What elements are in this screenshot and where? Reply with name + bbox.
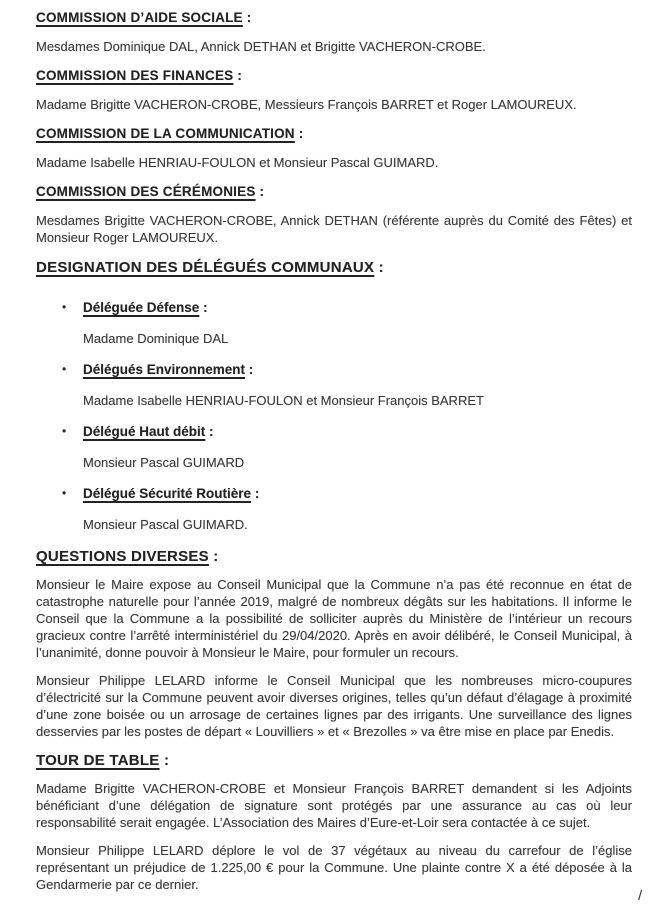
section-commission-communication <box>36 125 632 171</box>
heading-colon: : <box>294 126 304 141</box>
delegate-role <box>83 299 632 316</box>
delegate-person: Monsieur Pascal GUIMARD <box>83 455 245 470</box>
delegates-list <box>36 299 632 533</box>
delegate-role <box>83 361 632 378</box>
heading-colon: : <box>159 752 170 769</box>
section-commission-finances <box>36 67 632 113</box>
delegate-item <box>36 361 632 409</box>
section-tour-de-table <box>36 751 632 893</box>
paragraph: Monsieur Philippe LELARD informe le Conseil Municipal que les nombreuses micro-coupures d’électricité sur la Commune peuvent avoir diverses origines, telles qu’un défaut d’élagage à proximité d’une zone boisée ou un arrosage de certaines lignes par des irrigants. Une surveillance des lignes desservies par les postes de départ « Louvilliers » et « Brezolles » va être mise en place par Enedis. <box>36 673 632 739</box>
heading-colon: : <box>208 548 219 565</box>
heading-colon: : <box>255 184 265 199</box>
designation-heading <box>36 258 632 277</box>
questions-diverses-heading <box>36 547 632 566</box>
tour-de-table-heading <box>36 751 632 770</box>
delegate-role-label: Délégué Sécurité Routière <box>83 486 252 501</box>
section-commission-ceremonies <box>36 183 632 246</box>
bullet-icon: • <box>62 486 67 500</box>
paragraph: Monsieur Philippe LELARD déplore le vol de 37 végétaux au niveau du carrefour de l’église représentant un préjudice de 1.225,00 € pour la Commune. Une plainte contre X a été déposée à la Gendarmerie par ce dernier. <box>36 843 632 892</box>
commission-members: Mesdames Dominique DAL, Annick DETHAN et Brigitte VACHERON-CROBE. <box>36 39 486 54</box>
delegate-item <box>36 423 632 471</box>
heading-colon: : <box>242 10 252 25</box>
commission-members: Mesdames Brigitte VACHERON-CROBE, Annick DETHAN (référente auprès du Comité des Fêtes) et Monsieur Roger LAMOUREUX. <box>36 213 632 245</box>
section-designation-delegues <box>36 258 632 533</box>
delegate-person: Madame Dominique DAL <box>83 331 229 346</box>
delegate-role-label: Délégué Haut débit <box>83 424 206 439</box>
delegate-role <box>83 423 632 440</box>
heading-colon: : <box>199 300 208 315</box>
designation-title: DESIGNATION DES DÉLÉGUÉS COMMUNAUX <box>36 259 375 276</box>
delegate-item <box>36 485 632 533</box>
delegate-role <box>83 485 632 502</box>
bullet-icon: • <box>62 424 67 438</box>
delegate-role-label: Délégués Environnement <box>83 362 246 377</box>
commission-heading <box>36 67 632 84</box>
paragraph: Madame Brigitte VACHERON-CROBE et Monsieur François BARRET demandent si les Adjoints bénéficiant d’une délégation de signature sont protégés par une assurance au cas où leur responsabilité serait engagée. L’Association des Maires d’Eure-et-Loir sera contactée à ce sujet. <box>36 781 632 830</box>
section-questions-diverses <box>36 547 632 740</box>
heading-colon: : <box>245 362 254 377</box>
heading-colon: : <box>251 486 260 501</box>
paragraph: Monsieur le Maire expose au Conseil Municipal que la Commune n’a pas été reconnue en état de catastrophe naturelle pour l’année 2019, malgré de nombreux dégâts sur les habitations. Il informe le Conseil que la Commune a la possibilité de solliciter auprès du Ministère de l’intérieur un recours gracieux contre l’arrêté interministériel du 29/04/2020. Après en avoir délibéré, le Conseil Municipal, à l’unanimité, donne pouvoir à Monsieur le Maire, pour formuler un recours. <box>36 577 632 660</box>
page-continuation-mark: / <box>638 887 642 903</box>
commission-members: Madame Isabelle HENRIAU-FOULON et Monsieur Pascal GUIMARD. <box>36 155 439 170</box>
commission-title: COMMISSION DES CÉRÉMONIES <box>36 184 256 199</box>
delegate-person: Monsieur Pascal GUIMARD. <box>83 517 248 532</box>
commission-title: COMMISSION D’AIDE SOCIALE <box>36 10 243 25</box>
commission-heading <box>36 125 632 142</box>
commission-members: Madame Brigitte VACHERON-CROBE, Messieurs François BARRET et Roger LAMOUREUX. <box>36 97 577 112</box>
heading-colon: : <box>374 259 384 276</box>
bullet-icon: • <box>62 362 67 376</box>
commission-heading <box>36 183 632 200</box>
heading-colon: : <box>233 68 243 83</box>
commission-heading <box>36 9 632 26</box>
delegate-role-label: Déléguée Défense <box>83 300 200 315</box>
bullet-icon: • <box>62 300 67 314</box>
commission-title: COMMISSION DE LA COMMUNICATION <box>36 126 295 141</box>
tour-de-table-title: TOUR DE TABLE <box>36 752 160 769</box>
heading-colon: : <box>205 424 214 439</box>
commission-title: COMMISSION DES FINANCES <box>36 68 234 83</box>
delegate-item <box>36 299 632 347</box>
delegate-person: Madame Isabelle HENRIAU-FOULON et Monsieur François BARRET <box>83 393 484 408</box>
questions-diverses-title: QUESTIONS DIVERSES <box>36 548 209 565</box>
section-commission-aide-sociale <box>36 9 632 55</box>
